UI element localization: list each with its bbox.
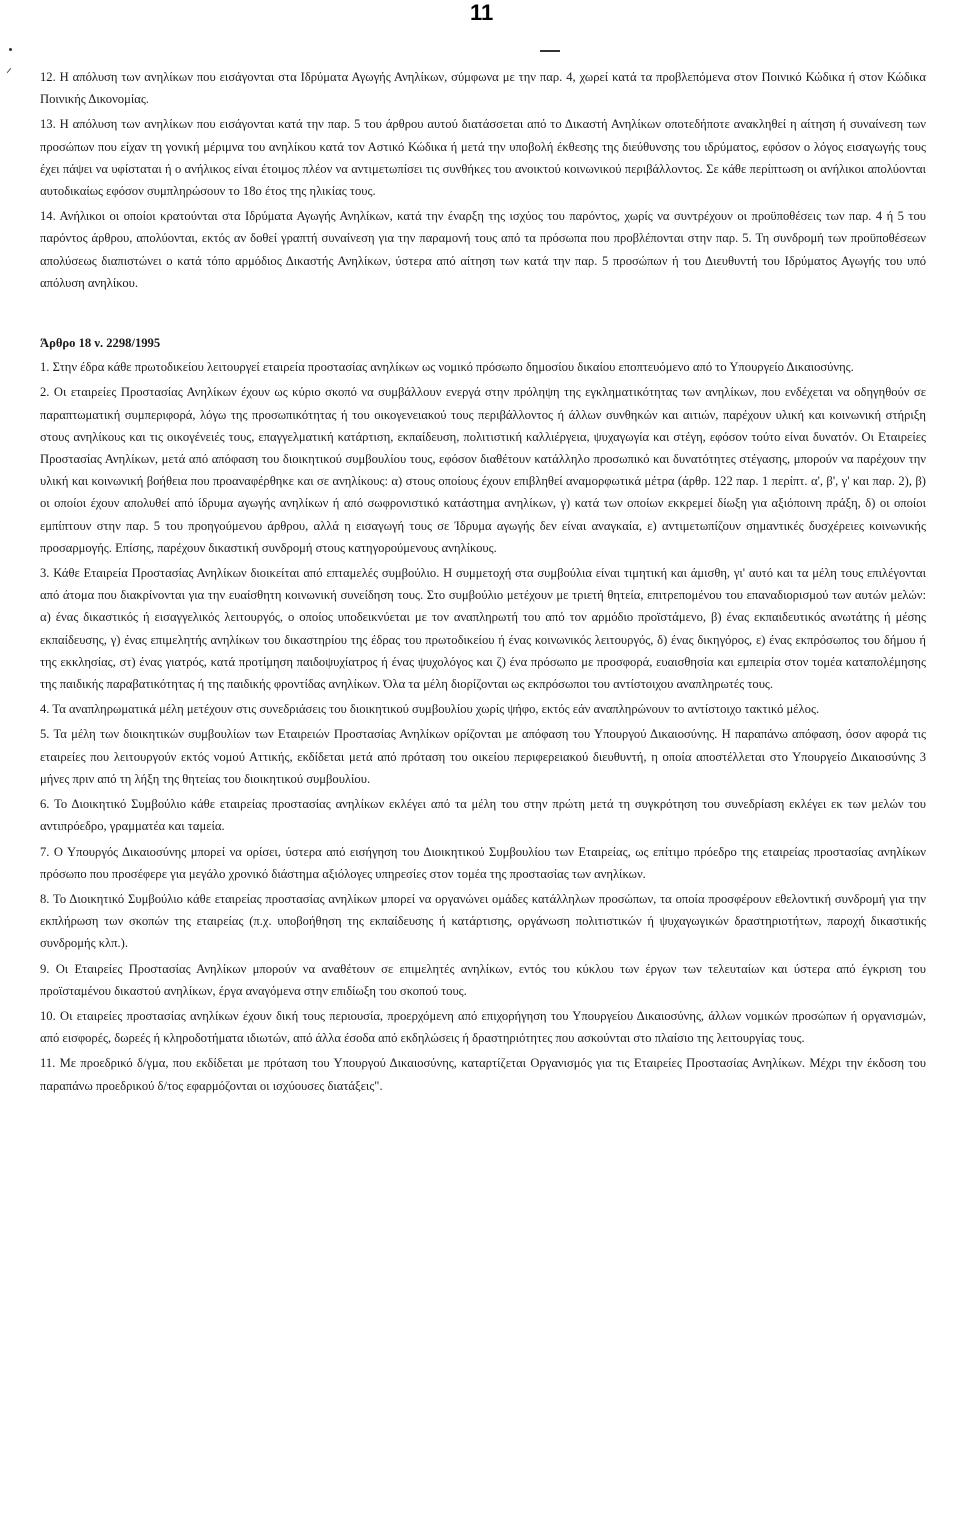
scan-mark <box>540 50 560 52</box>
article-paragraph-2: 2. Οι εταιρείες Προστασίας Ανηλίκων έχουν ως κύριο σκοπό να συμβάλλουν ενεργά στην πρόληψη της εγκληματικότητας των ανηλίκων, που ενδέχεται να οδηγηθούν σε παραπτωματική συμπεριφορά, λόγω της προσωπικότητας ή του οικογενειακού τους περιβάλλοντος ή άλλων συνθηκών και αιτιών, παρέχουν υλική και κοινωνική στήριξη στους ανηλίκους και τις οικογένειές τους, επαγγελματική κατάρτιση, εκπαίδευση, πολιτιστική καλλιέργεια, ψυχαγωγία και στέγη, εφόσον τούτο είναι δυνατόν. Οι Εταιρείες Προστασίας Ανηλίκων, μετά από απόφαση του διοικητικού συμβουλίου τους, εφόσον διαθέτουν κατάλληλο προσωπικό και δυνατότητες στέγασης, μπορούν να παρέχουν την υλική και κοινωνική βοήθεια που προαναφέρθηκε και σε ανηλίκους: α) στους οποίους έχουν επιβληθεί αναμορφωτικά μέτρα (άρθρ. 122 παρ. 1 περίπτ. α', β', γ' και παρ. 2), β) οι οποίοι έχουν απολυθεί από ίδρυμα αγωγής ανηλίκων ή από σωφρονιστικό κατάστημα ανηλίκων, γ) κατά των οποίων εκκρεμεί δίωξη για αξιόποινη πράξη, δ) οι οποίοι εμπίπτουν στην παρ. 5 του προηγούμενου άρθρου, αλλά η εισαγωγή τους σε Ίδρυμα αγωγής δεν είναι αναγκαία, ε) αντιμετωπίζουν σημαντικές δυσχέρειες κοινωνικής προσαρμογής. Επίσης, παρέχουν δικαστική συνδρομή στους κατηγορούμενους ανηλίκους. <box>40 385 926 555</box>
article-paragraph-6: 6. Το Διοικητικό Συμβούλιο κάθε εταιρείας προστασίας ανηλίκων εκλέγει από τα μέλη του στην πρώτη μετά τη συγκρότηση του συνεδρίαση εκλέγει εκ των μελών του αντιπρόεδρο, γραμματέα και ταμεία. <box>40 797 926 834</box>
article-paragraph-1: 1. Στην έδρα κάθε πρωτοδικείου λειτουργεί εταιρεία προστασίας ανηλίκων ως νομικό πρόσωπο δημοσίου δικαίου εποπτευόμενο από το Υπουργείο Δικαιοσύνης. <box>40 360 854 375</box>
scan-mark <box>9 48 12 51</box>
page-number: 11 <box>470 0 494 25</box>
article-paragraph-9: 9. Οι Εταιρείες Προστασίας Ανηλίκων μπορούν να αναθέτουν σε επιμελητές ανηλίκων, εντός του κύκλου των έργων των τελευταίων και ύστερα από έγκριση του προϊσταμένου δικαστού ανηλίκων, έργα αναγόμενα στην επιδίωξη του σκοπού τους. <box>40 961 926 998</box>
paragraph-12: 12. Η απόλυση των ανηλίκων που εισάγονται στα Ιδρύματα Αγωγής Ανηλίκων, σύμφωνα με την παρ. 4, χωρεί κατά τα προβλεπόμενα στον Ποινικό Κώδικα ή στον Κώδικα Ποινικής Δικονομίας. <box>40 70 926 107</box>
article-paragraph-4: 4. Τα αναπληρωματικά μέλη μετέχουν στις συνεδριάσεις του διοικητικού συμβουλίου χωρίς ψήφο, εκτός εάν αναπληρώνουν το αντίστοιχο τακτικό μέλος. <box>40 702 820 717</box>
article-paragraph-10: 10. Οι εταιρείες προστασίας ανηλίκων έχουν δική τους περιουσία, προερχόμενη από επιχορήγηση του Υπουργείου Δικαιοσύνης, άλλων νομικών προσώπων ή οργανισμών, από εισφορές, δωρεές ή κληροδοτήματα ιδιωτών, από άλλα έσοδα από εκδηλώσεις ή δραστηριότητες που ασκούνται στο πλαίσιο της λειτουργίας τους. <box>40 1008 926 1046</box>
article-paragraph-11: 11. Με προεδρικό δ/γμα, που εκδίδεται με πρόταση του Υπουργού Δικαιοσύνης, καταρτίζεται Οργανισμός για τις Εταιρείες Προστασίας Ανηλίκων. Μέχρι την έκδοση του παραπάνω προεδρικού δ/τος εφαρμόζονται οι ισχύουσες διατάξεις". <box>40 1056 926 1093</box>
paragraph-14: 14. Ανήλικοι οι οποίοι κρατούνται στα Ιδρύματα Αγωγής Ανηλίκων, κατά την έναρξη της ισχύος του παρόντος, χωρίς να συντρέχουν οι προϋποθέσεις των παρ. 4 ή 5 του παρόντος άρθρου, απολύονται, εκτός αν δοθεί γραπτή συναίνεση για την παραμονή τους από τα πρόσωπα που προβλέπονται στην παρ. 5. Τη συνδρομή των προϋποθέσεων απολύσεως διαπιστώνει ο κατά τόπο αρμόδιος Δικαστής Ανηλίκων, ύστερα από αίτηση των κατά την παρ. 5 προσώπων ή του Διευθυντή του Ιδρύματος Αγωγής του υπό απόλυση ανηλίκου. <box>40 209 926 290</box>
document-body <box>40 66 926 1097</box>
article-paragraph-5: 5. Τα μέλη των διοικητικών συμβουλίων των Εταιρειών Προστασίας Ανηλίκων ορίζονται με απόφαση του Υπουργού Δικαιοσύνης. Η παραπάνω απόφαση, όσον αφορά τις εταιρείες που λειτουργούν εκτός νομού Αττικής, εκδίδεται μετά από πρόταση του οικείου περιφερειακού διευθυντή, η οποία αποστέλλεται στο Υπουργείο Δικαιοσύνης 3 μήνες πριν από τη λήξη της θητείας του διοικητικού συμβουλίου. <box>40 727 926 786</box>
article-paragraph-7: 7. Ο Υπουργός Δικαιοσύνης μπορεί να ορίσει, ύστερα από εισήγηση του Διοικητικού Συμβουλίου των Εταιρείας, ως επίτιμο πρόεδρο της εταιρείας προστασίας ανηλίκων πρόσωπο που προσέφερε για μεγάλο χρονικό διάστημα αξιόλογες υπηρεσίες στον τομέα της προστασίας των ανηλίκων. <box>40 844 926 881</box>
article-paragraph-3: 3. Κάθε Εταιρεία Προστασίας Ανηλίκων διοικείται από επταμελές συμβούλιο. Η συμμετοχή στα συμβούλια είναι τιμητική και άμισθη, γι' αυτό και τα μέλη τους επιλέγονται από άτομα που διακρίνονται για την ευαίσθητη κοινωνική συνείδηση τους. Στο συμβούλιο μετέχουν με τριετή θητεία, επιτρεπομένου του επαναδιορισμού των αυτών μελών: α) ένας δικαστικός ή εισαγγελικός λειτουργός, ο οποίος υποδεικνύεται με τον αναπληρωτή του από τον αρμόδιο προϊστάμενο, β) ένας εκπαιδευτικός ανωτάτης ή μέσης εκπαίδευσης, γ) ένας επιμελητής ανηλίκων του δικαστηρίου της έδρας του πρωτοδικείου ή ένας κοινωνικός λειτουργός, δ) ένας δικηγόρος, ε) ένας εκπρόσωπος του δήμου ή της εκκλησίας, στ) ένας γιατρός, κατά προτίμηση παιδοψυχίατρος ή ένας ψυχολόγος και ζ) ένα πρόσωπο με προσφορά, ευαισθησία και εμπειρία στον τομέα καταπολέμησης της παιδικής παραβατικότητας ή της παιδικής φροντίδας ανηλίκων. Όλα τα μέλη διορίζονται ως εκπρόσωποι του αντίστοιχου αναπληρωτές τους. <box>40 566 926 692</box>
paragraph-13: 13. Η απόλυση των ανηλίκων που εισάγονται κατά την παρ. 5 του άρθρου αυτού διατάσσεται από το Δικαστή Ανηλίκων οποτεδήποτε ανακληθεί η αίτηση ή συναίνεση των προσώπων που είχαν τη γονική μέριμνα του ανηλίκου κατά τον Αστικό Κώδικα ή μετά την υποβολή έκθεσης της διεύθυνσης του ιδρύματος, εφόσον ο λόγος εισαγωγής τους έχει πάψει να υφίσταται ή ο ανήλικος είναι έτοιμος πλέον να αντιμετωπίσει τις συνθήκες του ανοικτού κοινωνικού περιβάλλοντος. Σε κάθε περίπτωση οι ανήλικοι απολύονται αυτοδικαίως εφόσον συμπληρώσουν το 18ο έτος της ηλικίας τους. <box>40 117 926 199</box>
scan-mark <box>7 68 12 73</box>
article-heading: Άρθρο 18 ν. 2298/1995 <box>40 336 161 351</box>
article-paragraph-8: 8. Το Διοικητικό Συμβούλιο κάθε εταιρείας προστασίας ανηλίκων μπορεί να οργανώνει ομάδες κατάλληλων προσώπων, τα οποία προσφέρουν εθελοντική συνδρομή για την εκπλήρωση των σκοπών της εταιρείας (π.χ. υποβοήθηση της εκπαίδευσης ή κατάρτισης, οργάνωση πολιτιστικών ή ψυχαγωγικών δραστηριοτήτων, παροχή δικαστικής συνδρομής κλπ.). <box>40 891 926 951</box>
